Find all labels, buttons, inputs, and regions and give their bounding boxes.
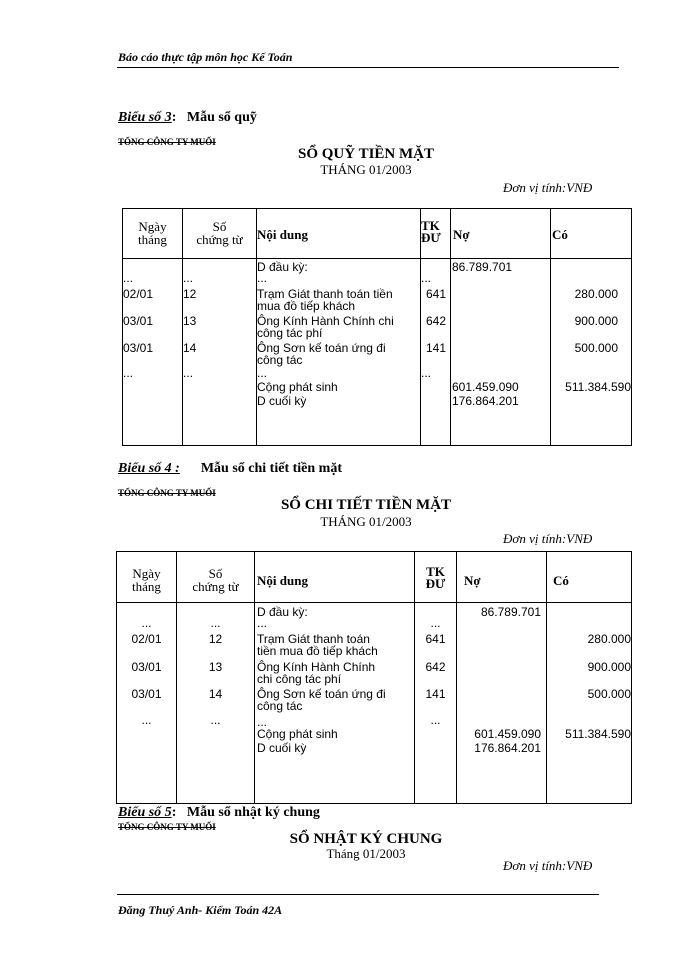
total-credit: 511.384.590 <box>565 380 631 394</box>
opening-debit: 86.789.701 <box>452 260 513 274</box>
table-row-doc: 14 <box>208 687 223 701</box>
opening-content: D đầu kỳ: <box>257 260 308 274</box>
ellipsis: ... <box>183 366 194 380</box>
closing-content: D cuối kỳ <box>257 741 307 755</box>
col-credit-header: Có <box>552 227 568 242</box>
table-row-content: Trạm Giát thanh toán tiền mua đồ tiếp khách <box>257 632 378 658</box>
ellipsis: ... <box>141 616 152 630</box>
section1-table <box>122 208 632 446</box>
col-content-header: Nội dung <box>257 227 308 242</box>
ellipsis: ... <box>210 713 221 727</box>
ellipsis: ... <box>257 715 268 729</box>
col-doc-header: Số chứng từ <box>196 219 243 247</box>
running-header: Báo cáo thực tập môn học Kế Toán <box>118 50 293 64</box>
ellipsis: ... <box>257 616 268 630</box>
opening-debit: 86.789.701 <box>480 605 541 619</box>
section1-label-sep: : <box>171 110 177 125</box>
ellipsis: ... <box>257 271 268 285</box>
table-row-doc: 13 <box>208 660 223 674</box>
col-doc-header: Số chứng từ <box>192 566 239 594</box>
col-debit-header: Nợ <box>464 573 481 588</box>
col-acc-header: TK ĐƯ <box>421 218 441 245</box>
table-row-acc: 141 <box>426 341 447 355</box>
table-row-doc: 12 <box>208 632 223 646</box>
ellipsis: ... <box>123 271 134 285</box>
table-row-date: 03/01 <box>123 341 154 355</box>
section3-company: TỔNG CÔNG TY MUỐI <box>118 822 216 832</box>
section2-title: SỔ CHI TIẾT TIỀN MẶT <box>280 497 452 513</box>
section2-caption <box>118 461 342 477</box>
closing-debit: 176.864.201 <box>474 741 541 755</box>
ellipsis: ... <box>430 713 441 727</box>
running-footer: Đăng Thuý Anh- Kiểm Toán 42A <box>118 903 283 917</box>
col-acc-header: TK ĐƯ <box>425 564 446 591</box>
table-row-acc: 641 <box>426 287 447 301</box>
section1-unit: Đơn vị tính:VNĐ <box>503 180 593 195</box>
table-row-doc: 13 <box>183 314 197 328</box>
ellipsis: ... <box>210 616 221 630</box>
section1-title: SỔ QUỸ TIỀN MẶT <box>298 146 434 162</box>
section2-month: THÁNG 01/2003 <box>320 514 412 529</box>
total-content: Cộng phát sinh <box>257 727 338 741</box>
table-row-credit: 500.000 <box>587 687 631 701</box>
section3-caption <box>118 805 320 821</box>
section1-month: THÁNG 01/2003 <box>320 162 412 177</box>
total-debit: 601.459.090 <box>452 380 519 394</box>
table-row-credit: 280.000 <box>587 632 631 646</box>
table-row-credit: 280.000 <box>574 287 618 301</box>
table-row-acc: 141 <box>425 687 446 701</box>
section2-label: Biểu số 4 : <box>118 461 180 476</box>
col-debit-header: Nợ <box>453 227 470 242</box>
table-row-credit: 900.000 <box>574 314 618 328</box>
table-row-date: 02/01 <box>123 287 154 301</box>
table-row-credit: 500.000 <box>574 341 618 355</box>
ellipsis: ... <box>257 366 268 380</box>
section2-unit: Đơn vị tính:VNĐ <box>503 531 593 546</box>
section3-label: Biểu số 5 <box>118 805 172 820</box>
table-row-credit: 900.000 <box>587 660 631 674</box>
closing-content: D cuối kỳ <box>257 394 307 408</box>
ellipsis: ... <box>421 271 432 285</box>
section1-label: Biểu số 3 <box>118 110 172 125</box>
table-row-content: Trạm Giát thanh toán tiền mua đồ tiếp khách <box>257 287 393 313</box>
ellipsis: ... <box>183 271 194 285</box>
table-row-content: Ông Sơn kế toán ứng đi công tác <box>257 341 386 367</box>
table-row-acc: 642 <box>425 660 446 674</box>
table-row-content: Ông Sơn kế toán ứng đi công tác <box>257 687 386 713</box>
section2-caption-text: Mẫu sổ chi tiết tiền mặt <box>200 461 342 476</box>
table-row-content: Ông Kính Hành Chính chi công tác phí <box>257 314 394 340</box>
ellipsis: ... <box>430 616 441 630</box>
table-row-content: Ông Kính Hành Chính chi công tác phí <box>257 660 376 686</box>
total-credit: 511.384.590 <box>565 727 631 741</box>
section3-label-sep: : <box>171 805 177 820</box>
table-row-acc: 641 <box>425 632 446 646</box>
col-credit-header: Có <box>553 573 569 588</box>
section2-company: TỔNG CÔNG TY MUỐI <box>118 488 216 498</box>
section2-table <box>116 551 632 804</box>
ellipsis: ... <box>141 713 152 727</box>
section3-caption-text: Mẫu sổ nhật ký chung <box>186 805 320 820</box>
header-rule <box>117 67 619 68</box>
section1-caption-text: Mẫu sổ quỹ <box>186 110 257 125</box>
total-content: Cộng phát sinh <box>257 380 338 394</box>
col-date-header: Ngày tháng <box>132 566 161 594</box>
ellipsis: ... <box>123 366 134 380</box>
section3-title: SỔ NHẬT KÝ CHUNG <box>289 831 443 847</box>
col-date-header: Ngày tháng <box>138 219 167 247</box>
section3-unit: Đơn vị tính:VNĐ <box>503 858 593 873</box>
table-row-date: 03/01 <box>131 687 162 701</box>
closing-debit: 176.864.201 <box>452 394 519 408</box>
table-row-date: 02/01 <box>131 632 162 646</box>
section3-month: Tháng 01/2003 <box>326 846 406 861</box>
table-row-doc: 14 <box>183 341 197 355</box>
total-debit: 601.459.090 <box>474 727 541 741</box>
table-row-date: 03/01 <box>123 314 154 328</box>
table-row-acc: 642 <box>426 314 447 328</box>
table-row-doc: 12 <box>183 287 197 301</box>
table-row-date: 03/01 <box>131 660 162 674</box>
footer-rule <box>117 894 599 895</box>
section1-company: TỔNG CÔNG TY MUỐI <box>118 137 216 147</box>
section1-caption <box>118 110 257 126</box>
opening-content: D đầu kỳ: <box>257 605 308 619</box>
ellipsis: ... <box>421 366 432 380</box>
col-content-header: Nội dung <box>257 573 308 588</box>
